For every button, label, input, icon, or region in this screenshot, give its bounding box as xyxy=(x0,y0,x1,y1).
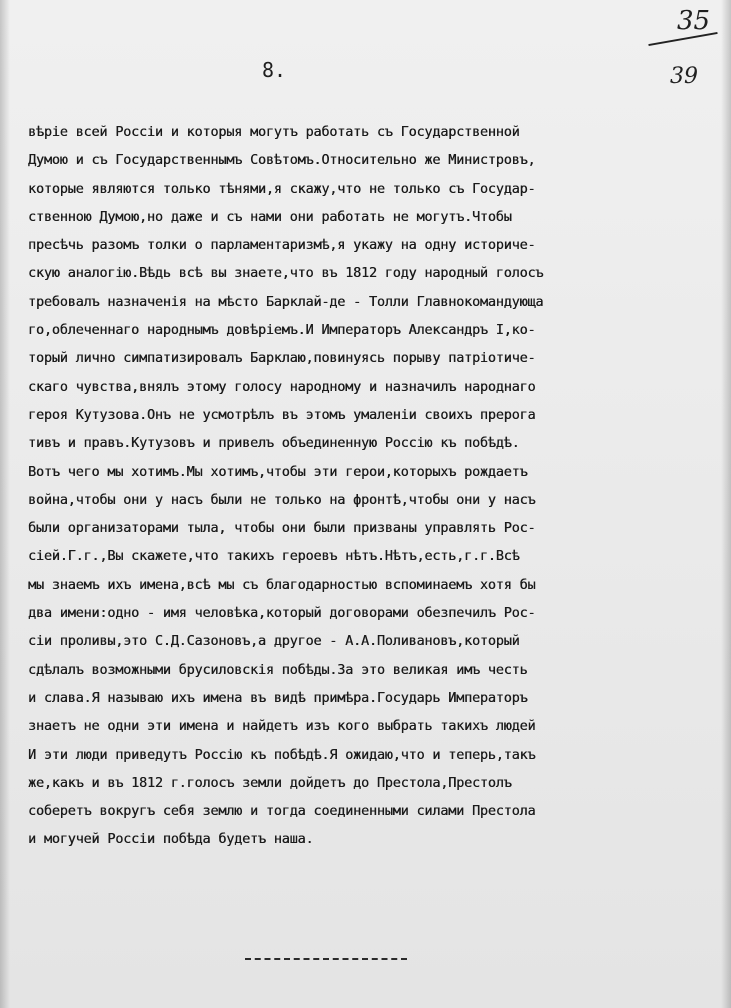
text-line: война,чтобы они у насъ были не только на фронтѣ,чтобы они у насъ xyxy=(28,491,536,508)
page-edge-right xyxy=(721,0,731,1008)
text-line: два имени:одно - имя человѣка,который договорами обезпечилъ Рос- xyxy=(28,605,536,622)
page-number: 8. xyxy=(262,58,287,82)
typed-text-body xyxy=(28,118,700,854)
text-line: сіи проливы,это С.Д.Сазоновъ,а другое - А.А.Поливановъ,который xyxy=(28,633,520,650)
text-line: героя Кутузова.Онъ не усмотрѣлъ въ этомъ умаленіи своихъ прерога xyxy=(28,406,536,423)
text-line: пресѣчь разомъ толки о парламентаризмѣ,я укажу на одну историче- xyxy=(28,237,536,254)
text-line: Думою и съ Государственнымъ Совѣтомъ.Относительно же Министровъ, xyxy=(28,152,536,169)
archive-number: 39 xyxy=(670,64,698,89)
text-line: были организаторами тыла, чтобы они были призваны управлять Рос- xyxy=(28,520,536,537)
text-line: соберетъ вокругъ себя землю и тогда соединенными силами Престола xyxy=(28,803,536,820)
page-edge-left xyxy=(0,0,10,1008)
text-line: которые являются только тѣнями,я скажу,что не только съ Государ- xyxy=(28,180,536,197)
text-line: ственною Думою,но даже и съ нами они работать не могутъ.Чтобы xyxy=(28,208,512,225)
text-line: И эти люди приведутъ Россію къ побѣдѣ.Я ожидаю,что и теперь,такъ xyxy=(28,746,536,763)
text-line: вѣріе всей Россіи и которыя могутъ работать съ Государственной xyxy=(28,124,520,140)
text-line: и слава.Я называю ихъ имена въ видѣ примѣра.Государь Императоръ xyxy=(28,689,528,706)
text-line: скую аналогію.Вѣдь всѣ вы знаете,что въ 1812 году народный голосъ xyxy=(28,265,544,282)
text-line: знаетъ не одни эти имена и найдетъ изъ кого выбрать такихъ людей xyxy=(28,718,536,735)
text-line: сіей.Г.г.,Вы скажете,что такихъ героевъ нѣтъ.Нѣтъ,есть,г.г.Всѣ xyxy=(28,548,520,565)
archive-number-struck: 35 xyxy=(677,6,711,36)
text-line: го,облеченнаго народнымъ довѣріемъ.И Императоръ Александръ I,ко- xyxy=(28,322,536,339)
text-line: сдѣлалъ возможными брусиловскія побѣды.За это великая имъ честь xyxy=(28,661,528,678)
text-line: торый лично симпатизировалъ Барклаю,повинуясь порыву патріотиче- xyxy=(28,350,536,367)
text-line: же,какъ и въ 1812 г.голосъ земли дойдетъ до Престола,Престолъ xyxy=(28,774,512,791)
text-line: и могучей Россіи побѣда будетъ наша. xyxy=(28,831,314,848)
text-line: тивъ и правъ.Кутузовъ и привелъ объединенную Россію къ побѣдѣ. xyxy=(28,435,520,452)
text-line: мы знаемъ ихъ имена,всѣ мы съ благодарностью вспоминаемъ хотя бы xyxy=(28,576,536,593)
end-of-text-rule xyxy=(245,958,407,960)
text-line: требовалъ назначенія на мѣсто Барклай-де - Толли Главнокомандующа xyxy=(28,293,544,310)
text-line: Вотъ чего мы хотимъ.Мы хотимъ,чтобы эти герои,которыхъ рождаетъ xyxy=(28,463,528,480)
text-line: скаго чувства,внялъ этому голосу народному и назначилъ народнаго xyxy=(28,378,536,395)
